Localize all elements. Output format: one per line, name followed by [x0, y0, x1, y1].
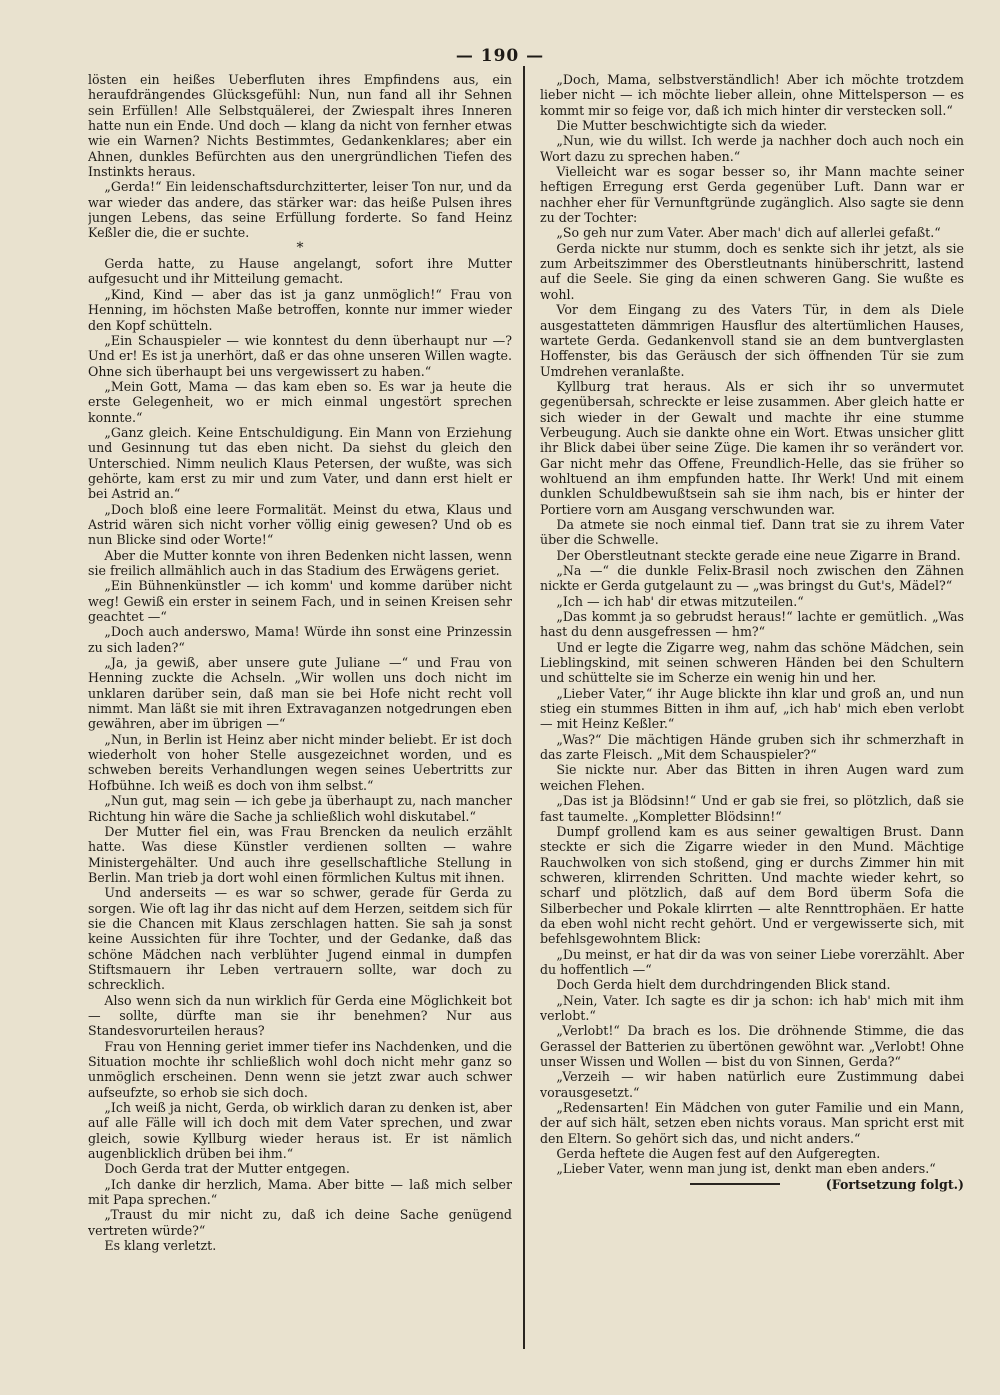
paragraph: „Doch, Mama, selbstverständlich! Aber ich möchte trotzdem lieber nicht — ich möchte lieber allein, ohne Mittelsperson — es kommt mir so feige vor, daß ich mich hinter dir verstecken soll.“: [540, 72, 964, 118]
paragraph: Also wenn sich da nun wirklich für Gerda eine Möglichkeit bot — sollte, dürfte man sie ihr benehmen? Nur aus Standesvorurteilen heraus?: [88, 992, 512, 1039]
page-number: — 190 —: [455, 46, 545, 66]
paragraph: „Nun gut, mag sein — ich gebe ja überhaupt zu, nach mancher Richtung hin wäre die Sache ja schließlich wohl diskutabel.“: [88, 793, 512, 824]
left-column: [88, 72, 512, 1375]
paragraph: „Lieber Vater, wenn man jung ist, denkt man eben anders.“: [556, 1161, 936, 1177]
paragraph: Die Mutter beschwichtigte sich da wieder.: [556, 118, 827, 134]
column-divider: [523, 66, 525, 1349]
paragraph: „Ein Schauspieler — wie konntest du denn überhaupt nur —? Und er! Es ist ja unerhört, daß er das ohne unseren Willen wagte. Ohne sich überhaupt bei uns vergewissert zu haben.“: [88, 332, 512, 379]
paragraph: Vielleicht war es sogar besser so, ihr Mann machte seiner heftigen Erregung erst Gerda gegenüber Luft. Dann war er nachher eher für Vernunftgründe zugänglich. Also sagte sie denn zu der Tochter:: [540, 164, 964, 226]
paragraph: Der Oberstleutnant steckte gerade eine neue Zigarre in Brand.: [556, 547, 961, 563]
paragraph: Aber die Mutter konnte von ihren Bedenken nicht lassen, wenn sie freilich allmählich auch in das Stadium des Erwägens geriet.: [88, 547, 512, 578]
paragraph: Der Mutter fiel ein, was Frau Brencken da neulich erzählt hatte. Was diese Künstler verdienen sollten — wahre Ministergehälter. Und auch ihre gesellschaftliche Stellung in Berlin. Man trieb ja dort wohl einen förmlichen Kultus mit ihnen.: [88, 823, 512, 885]
paragraph: „Verzeih — wir haben natürlich eure Zustimmung dabei vorausgesetzt.“: [540, 1069, 964, 1100]
paragraph: Kyllburg trat heraus. Als er sich ihr so unvermutet gegenübersah, schreckte er leise zusammen. Aber gleich hatte er sich wieder in der Gewalt und machte ihr eine stumme Verbeugung. Auch sie dankte ohne ein Wort. Etwas unsicher glitt ihr Blick dabei über seine Züge. Die kamen ihr so verändert vor. Gar nicht mehr das Offene, Freundlich-Helle, das sie früher so wohltuend an ihm empfunden hatte. Ihr Werk! Und mit einem dunklen Schuldbewußtsein sah sie ihm nach, bis er hinter der Portiere vorn am Ausgang verschwunden war.: [540, 378, 964, 517]
paragraph: „Redensarten! Ein Mädchen von guter Familie und ein Mann, der auf sich hält, setzen eben nichts voraus. Man spricht erst mit den Eltern. So gehört sich das, und nicht anders.“: [540, 1100, 964, 1146]
end-rule: [690, 1183, 780, 1185]
paragraph: Und er legte die Zigarre weg, nahm das schöne Mädchen, sein Lieblingskind, mit seinen schweren Händen bei den Schultern und schüttelte sie im Scherze ein wenig hin und her.: [540, 639, 964, 686]
paragraph: „Das kommt ja so gebrudst heraus!“ lachte er gemütlich. „Was hast du denn ausgefressen — hm?“: [540, 609, 964, 640]
paragraph: „So geh nur zum Vater. Aber mach' dich auf allerlei gefaßt.“: [556, 225, 941, 241]
paragraph: Vor dem Eingang zu des Vaters Tür, in dem als Diele ausgestatteten dämmrigen Hausflur des altertümlichen Hauses, wartete Gerda. Gedankenvoll stand sie an dem buntverglasten Hoffenster, bis das Geräusch der sich öffnenden Tür sie zum Umdrehen veranlaßte.: [540, 302, 964, 379]
paragraph: „Ja, ja gewiß, aber unsere gute Juliane —“ und Frau von Henning zuckte die Achseln. „Wir wollen uns doch nicht im unklaren darüber sein, daß man sie bei Hofe nicht recht voll nimmt. Man läßt sie mit ihren Extravaganzen notgedrungen eben gewähren, aber im übrigen —“: [88, 655, 512, 732]
paragraph: „Nein, Vater. Ich sagte es dir ja schon: ich hab' mich mit ihm verlobt.“: [540, 992, 964, 1023]
paragraph: „Doch auch anderswo, Mama! Würde ihn sonst eine Prinzessin zu sich laden?“: [88, 624, 512, 655]
section-separator: *: [296, 239, 304, 256]
right-column: [540, 72, 964, 1375]
paragraph: Es klang verletzt.: [104, 1238, 217, 1254]
paragraph: Sie nickte nur. Aber das Bitten in ihren Augen ward zum weichen Flehen.: [540, 762, 964, 793]
paragraph: lösten ein heißes Ueberfluten ihres Empfindens aus, ein heraufdrängendes Glücksgefühl: Nun, nun fand all ihr Sehnen sein Erfüllen! Alle Selbstquälerei, der Zwiespalt ihres Inneren hatte nun ein Ende. Und doch — klang da nicht von fernher etwas wie ein Warnen? Nichts Bestimmtes, Gedankenklares; aber ein Ahnen, dunkles Befürchten aus den unergründlichen Tiefen des Instinkts heraus.: [88, 72, 512, 180]
paragraph: Da atmete sie noch einmal tief. Dann trat sie zu ihrem Vater über die Schwelle.: [540, 516, 964, 548]
continuation-note: [540, 1177, 964, 1192]
paragraph: „Nun, wie du willst. Ich werde ja nachher doch auch noch ein Wort dazu zu sprechen haben.“: [540, 133, 964, 164]
paragraph: „Gerda!“ Ein leidenschaftsdurchzitterter, leiser Ton nur, und da war wieder das andere, das stärker war: das heiße Pulsen ihres jungen Lebens, das seine Erfüllung forderte. So fand Heinz Keßler die, die er suchte.: [88, 179, 512, 241]
paragraph: „Traust du mir nicht zu, daß ich deine Sache genügend vertreten würde?“: [88, 1207, 512, 1238]
paragraph: „Ganz gleich. Keine Entschuldigung. Ein Mann von Erziehung und Gesinnung tut das eben nicht. Da siehst du gleich den Unterschied. Nimm neulich Klaus Petersen, der wußte, was sich gehörte, kam erst zu mir und zum Vater, und dann erst hielt er bei Astrid an.“: [88, 424, 512, 502]
paragraph: „Ich weiß ja nicht, Gerda, ob wirklich daran zu denken ist, aber auf alle Fälle will ich doch mit dem Vater sprechen, und zwar gleich, sowie Kyllburg wieder heraus ist. Er ist nämlich augenblicklich drüben bei ihm.“: [88, 1100, 512, 1162]
paragraph: Und anderseits — es war so schwer, gerade für Gerda zu sorgen. Wie oft lag ihr das nicht auf dem Herzen, seitdem sich für sie die Chancen mit Klaus zerschlagen hatten. Sie sah ja sonst keine Aussichten für ihre Tochter, und der Gedanke, daß das schöne Mädchen nach verblühter Jugend einmal in dumpfen Stiftsmauern ihr Leben vertrauern sollte, war doch zu schrecklich.: [88, 885, 512, 993]
paragraph: „Lieber Vater,“ ihr Auge blickte ihn klar und groß an, und nun stieg ein stummes Bitten in ihm auf, „ich hab' mich eben verlobt — mit Heinz Keßler.“: [540, 685, 964, 732]
paragraph: „Kind, Kind — aber das ist ja ganz unmöglich!“ Frau von Henning, im höchsten Maße betroffen, konnte nur immer wieder den Kopf schütteln.: [88, 286, 512, 333]
continuation-text: (Fortsetzung folgt.): [825, 1176, 964, 1192]
paragraph: Gerda nickte nur stumm, doch es senkte sich ihr jetzt, als sie zum Arbeitszimmer des Oberstleutnants hinüberschritt, lastend auf die Seele. Sie ging da einen schweren Gang. Sie wußte es wohl.: [540, 240, 964, 302]
paragraph: „Was?“ Die mächtigen Hände gruben sich ihr schmerzhaft in das zarte Fleisch. „Mit dem Schauspieler?“: [540, 731, 964, 763]
paragraph: „Verlobt!“ Da brach es los. Die dröhnende Stimme, die das Gerassel der Batterien zu übertönen gewöhnt war. „Verlobt! Ohne unser Wissen und Wollen — bist du von Sinnen, Gerda?“: [540, 1023, 964, 1069]
paragraph: „Doch bloß eine leere Formalität. Meinst du etwa, Klaus und Astrid wären sich nicht vorher völlig einig gewesen? Und ob es nun Blicke sind oder Worte!“: [88, 501, 512, 548]
paragraph: „Du meinst, er hat dir da was von seiner Liebe vorerzählt. Aber du hoffentlich —“: [540, 946, 964, 977]
paragraph: „Na —“ die dunkle Felix-Brasil noch zwischen den Zähnen nickte er Gerda gutgelaunt zu — „was bringst du Gut's, Mädel?“: [540, 563, 964, 594]
paragraph: „Das ist ja Blödsinn!“ Und er gab sie frei, so plötzlich, daß sie fast taumelte. „Kompletter Blödsinn!“: [540, 793, 964, 824]
paragraph: „Nun, in Berlin ist Heinz aber nicht minder beliebt. Er ist doch wiederholt von hoher Stelle ausgezeichnet worden, und es schweben bereits Verhandlungen wegen seines Uebertritts zur Hofbühne. Ich weiß es doch von ihm selbst.“: [88, 731, 512, 793]
paragraph: „Ein Bühnenkünstler — ich komm' und komme darüber nicht weg! Gewiß ein erster in seinem Fach, und in seinen Kreisen sehr geachtet —“: [88, 578, 512, 625]
paragraph: Doch Gerda trat der Mutter entgegen.: [104, 1161, 350, 1177]
paragraph: Frau von Henning geriet immer tiefer ins Nachdenken, und die Situation mochte ihr schließlich wohl doch nicht mehr ganz so unmöglich erscheinen. Denn wenn sie jetzt zwar auch schwer aufseufzte, so erhob sie sich doch.: [88, 1038, 512, 1100]
paragraph: „Mein Gott, Mama — das kam eben so. Es war ja heute die erste Gelegenheit, wo er mich einmal ungestört sprechen konnte.“: [88, 378, 512, 425]
paragraph: „Ich — ich hab' dir etwas mitzuteilen.“: [556, 593, 804, 609]
paragraph: Doch Gerda hielt dem durchdringenden Blick stand.: [556, 977, 891, 993]
paragraph: Dumpf grollend kam es aus seiner gewaltigen Brust. Dann steckte er sich die Zigarre wieder in den Mund. Mächtige Rauchwolken von sich stoßend, ging er durchs Zimmer hin mit schweren, klirrenden Schritten. Und machte wieder kehrt, so scharf und plötzlich, daß auf dem Bord überm Sofa die Silberbecher und Pokale klirrten — alte Rennttrophäen. Er hatte da eben wohl nicht recht gehört. Und er vergewisserte sich, mit befehlsgewohntem Blick:: [540, 823, 964, 947]
paragraph: „Ich danke dir herzlich, Mama. Aber bitte — laß mich selber mit Papa sprechen.“: [88, 1176, 512, 1208]
paragraph: Gerda heftete die Augen fest auf den Aufgeregten.: [556, 1146, 881, 1162]
paragraph: Gerda hatte, zu Hause angelangt, sofort ihre Mutter aufgesucht und ihr Mitteilung gemacht.: [88, 256, 512, 287]
